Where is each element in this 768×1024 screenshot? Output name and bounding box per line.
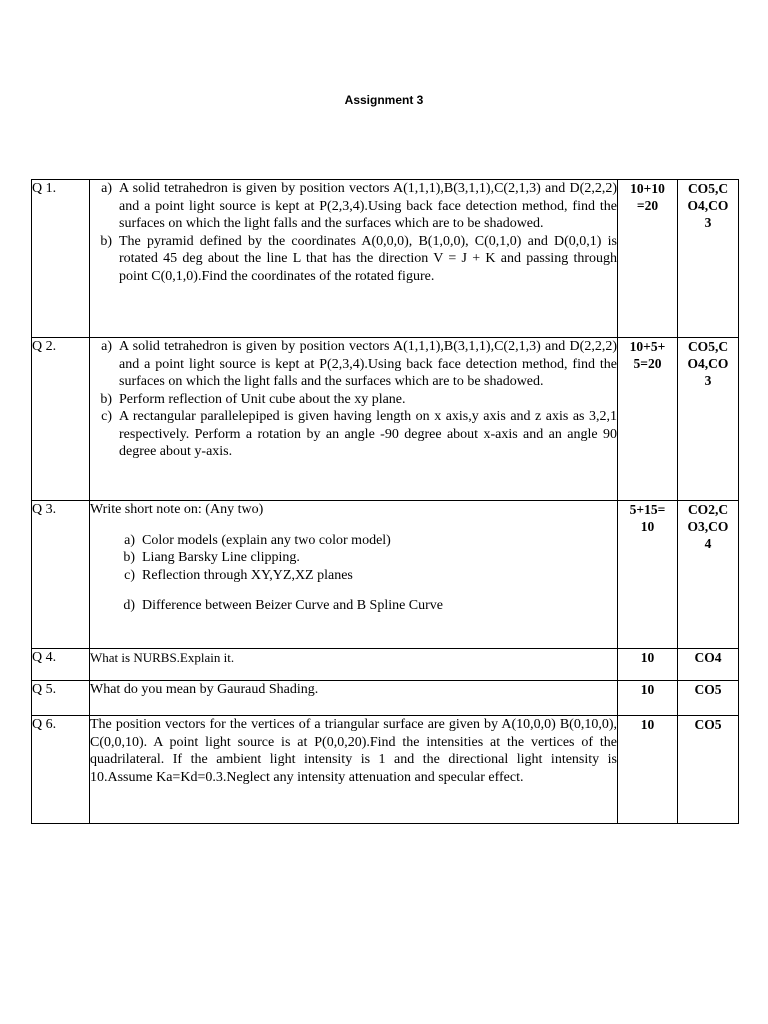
assignment-table xyxy=(31,179,739,824)
question-text xyxy=(90,180,618,338)
question-text xyxy=(90,501,618,649)
question-number: Q 2. xyxy=(32,338,90,501)
question-row-1 xyxy=(32,180,739,338)
sub-question-text: A rectangular parallelepiped is given having length on x axis,y axis and z axis as 3,2,1 respectively. Perform a rotation by an angle -90 degree about x-axis and an angle 90 degree about y-axis. xyxy=(119,409,617,459)
sub-question-label: b) xyxy=(123,550,135,565)
marks-line: 10+5+ xyxy=(629,339,666,354)
co-line: O4,CO xyxy=(687,356,729,371)
sub-question-label: d) xyxy=(123,598,135,613)
sub-question-label: b) xyxy=(100,391,112,407)
sub-question xyxy=(90,408,617,461)
marks-cell: 10 xyxy=(618,681,678,716)
co-line: CO5,C xyxy=(687,181,729,196)
sub-question-label: c) xyxy=(101,409,112,424)
page-title: Assignment 3 xyxy=(344,93,424,107)
question-row-3 xyxy=(32,501,739,649)
question-body: The position vectors for the vertices of a triangular surface are given by A(10,0,0) B(0,10,0), C(0,0,10). A point light source is at P(0,0,20).Find the intensities at the vertices of the quadrilateral. If the ambient light intensity is 1 and the directional light intensity is 10.Assume Ka=Kd=0.3.Neglect any intensity attenuation and specular effect. xyxy=(90,717,617,785)
question-number: Q 1. xyxy=(32,180,90,338)
question-number: Q 4. xyxy=(32,649,90,681)
question-text xyxy=(90,716,618,824)
question-number: Q 5. xyxy=(32,681,90,716)
question-text: What is NURBS.Explain it. xyxy=(90,649,618,681)
course-outcome-cell: CO5 xyxy=(678,681,739,716)
sub-question-label: a) xyxy=(124,532,135,548)
sub-question xyxy=(90,567,617,585)
marks-cell: 10 xyxy=(618,649,678,681)
sub-question xyxy=(90,532,617,550)
question-text xyxy=(90,338,618,501)
question-number: Q 6. xyxy=(32,716,90,824)
course-outcome-cell xyxy=(678,180,739,338)
sub-question-label: a) xyxy=(101,339,112,354)
marks-cell xyxy=(618,180,678,338)
course-outcome-cell xyxy=(678,338,739,501)
sub-question-text: A solid tetrahedron is given by position vectors A(1,1,1),B(3,1,1),C(2,1,3) and D(2,2,2) and a point light source is kept at P(2,3,4).Using back face detection method, find the surfaces on which the light falls and the surfaces which are to be shadowed. xyxy=(119,339,617,389)
question-row-4 xyxy=(32,649,739,681)
question-intro: Write short note on: (Any two) xyxy=(90,502,264,517)
sub-question xyxy=(90,391,617,409)
sub-question-text: Liang Barsky Line clipping. xyxy=(142,550,300,565)
sub-question-text: Perform reflection of Unit cube about the xy plane. xyxy=(119,391,406,407)
question-row-6 xyxy=(32,716,739,824)
course-outcome-cell xyxy=(678,501,739,649)
marks-line: 10 xyxy=(640,519,655,534)
sub-question xyxy=(90,549,617,567)
marks-line: 5+15= xyxy=(629,502,666,517)
co-line: O4,CO xyxy=(687,198,729,213)
sub-question xyxy=(90,233,617,286)
sub-question-text: A solid tetrahedron is given by position vectors A(1,1,1),B(3,1,1),C(2,1,3) and D(2,2,2) and a point light source is kept at P(2,3,4).Using back face detection method, find the surfaces on which the light falls and the surfaces which are to be shadowed. xyxy=(119,181,617,231)
course-outcome-cell: CO4 xyxy=(678,649,739,681)
course-outcome-cell: CO5 xyxy=(678,716,739,824)
sub-question-text: Color models (explain any two color model) xyxy=(142,532,391,548)
marks-line: 10+10 xyxy=(630,181,665,196)
co-line: O3,CO xyxy=(687,519,729,534)
sub-question-text: Reflection through XY,YZ,XZ planes xyxy=(142,567,353,583)
co-line: CO5,C xyxy=(687,339,729,354)
question-number: Q 3. xyxy=(32,501,90,649)
marks-line: 5=20 xyxy=(633,356,662,371)
co-line: 3 xyxy=(704,373,712,388)
question-row-2 xyxy=(32,338,739,501)
co-line: CO2,C xyxy=(687,502,729,517)
sub-question xyxy=(90,180,617,233)
question-text: What do you mean by Gauraud Shading. xyxy=(90,681,618,716)
marks-line: =20 xyxy=(636,198,659,213)
sub-question xyxy=(90,338,617,391)
co-line: 4 xyxy=(704,536,712,551)
marks-cell xyxy=(618,338,678,501)
sub-question xyxy=(90,597,617,615)
sub-question-text: The pyramid defined by the coordinates A(0,0,0), B(1,0,0), C(0,1,0) and D(0,0,1) is rotated 45 deg about the line L that has the direction V = J + K and passing through point C(0,1,0).Find the coordinates of the rotated figure. xyxy=(119,233,617,284)
co-line: 3 xyxy=(704,215,712,230)
sub-question-label: b) xyxy=(100,233,112,249)
sub-question-text: Difference between Beizer Curve and B Spline Curve xyxy=(142,598,444,613)
question-row-5 xyxy=(32,681,739,716)
marks-cell xyxy=(618,501,678,649)
sub-question-label: c) xyxy=(124,567,135,583)
marks-cell: 10 xyxy=(618,716,678,824)
sub-question-label: a) xyxy=(101,181,112,196)
